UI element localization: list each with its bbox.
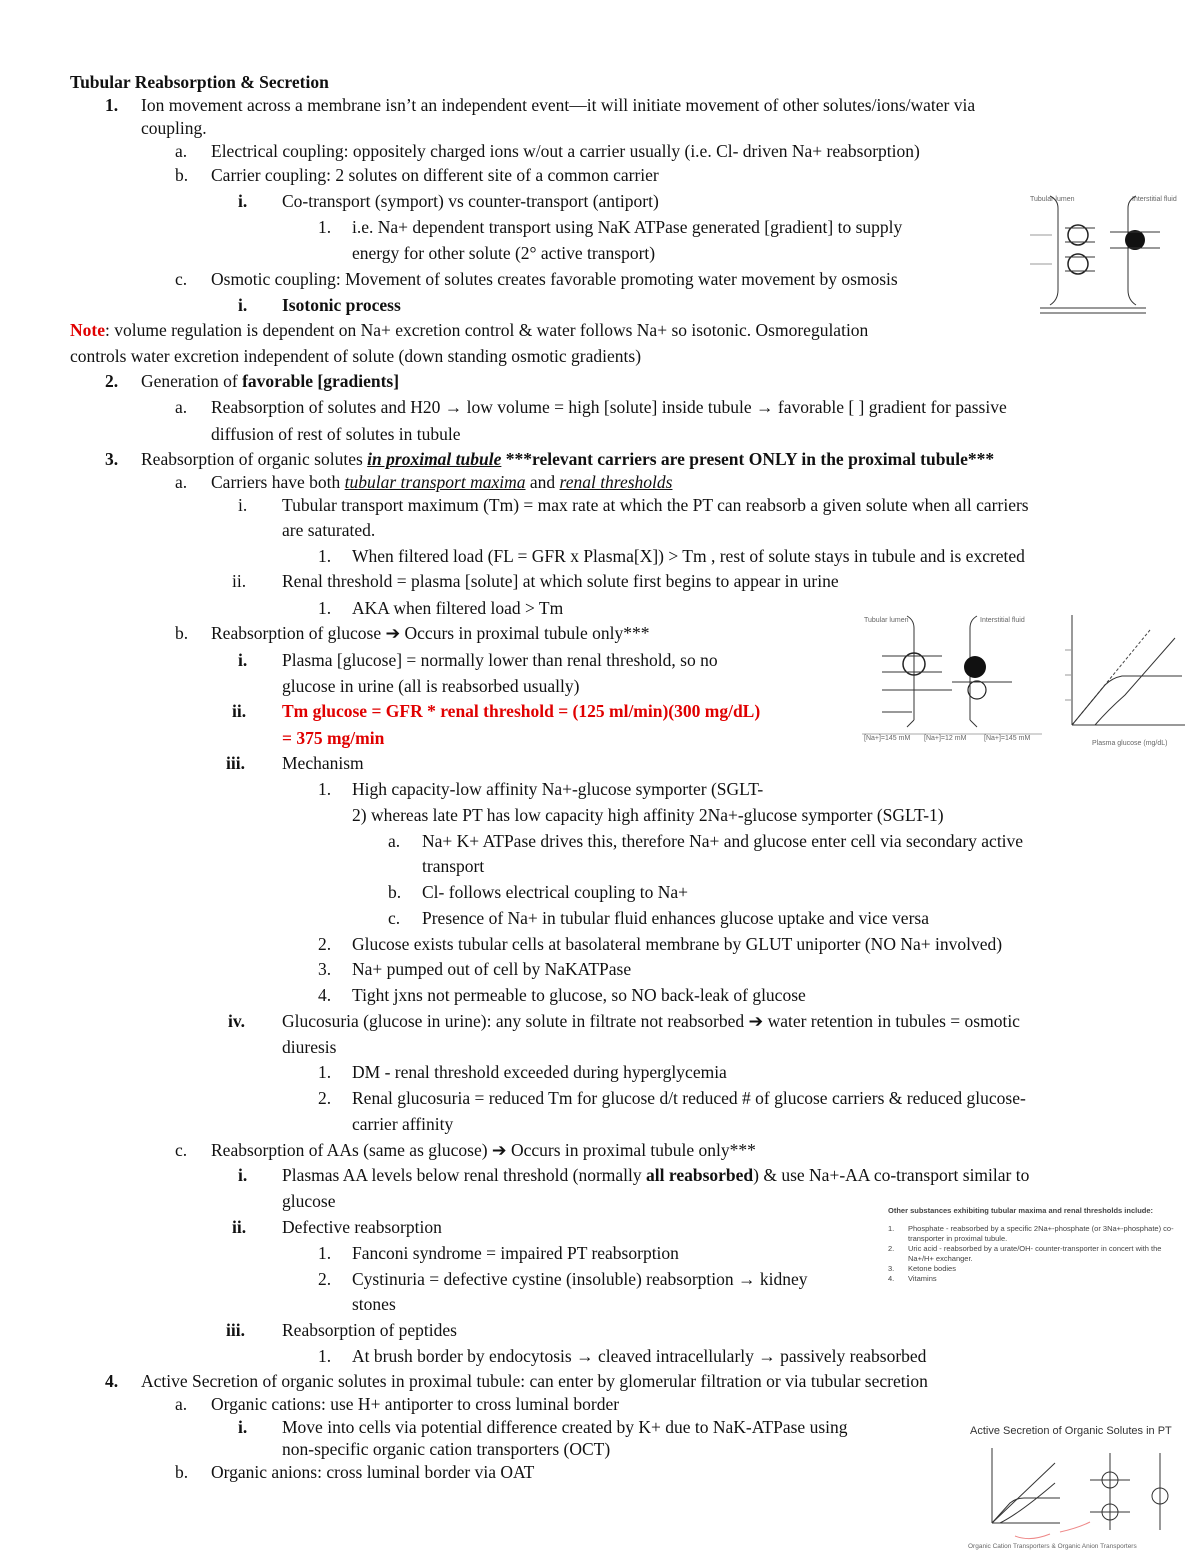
text-line: glucose [282, 1191, 336, 1211]
text-line: Organic anions: cross luminal border via OAT [211, 1462, 535, 1482]
fig2-lumen-na: [Na+]=145 mM [864, 735, 911, 742]
text-line: Reabsorption of glucose ➔ Occurs in proximal tubule only*** [211, 623, 650, 643]
list-marker: 3. [318, 959, 332, 979]
text-line: energy for other solute (2° active transport) [352, 243, 656, 263]
list-marker: c. [388, 908, 401, 928]
list-item: 4. Vitamins [888, 1274, 937, 1283]
list-number: 4. [105, 1371, 119, 1391]
list-marker: 1. [318, 1243, 332, 1263]
box-title: Other substances exhibiting tubular maxima and renal thresholds include: [888, 1206, 1154, 1215]
text-line: High capacity-low affinity Na+-glucose symporter (SGLT- [352, 779, 764, 799]
text-line: Isotonic process [282, 295, 401, 315]
text-line: Renal threshold = plasma [solute] at which solute first begins to appear in urine [282, 571, 839, 591]
text-line: Move into cells via potential difference created by K+ due to NaK-ATPase using [282, 1417, 848, 1437]
text-line: are saturated. [282, 520, 376, 540]
text-line: Fanconi syndrome = impaired PT reabsorption [352, 1243, 679, 1263]
text-line: Reabsorption of peptides [282, 1320, 457, 1340]
carrier-coupling-diagram [1010, 190, 1180, 315]
text-line: i.e. Na+ dependent transport using NaK ATPase generated [gradient] to supply [352, 217, 903, 237]
list-marker: i. [238, 1417, 248, 1437]
other-substances-box [888, 1206, 1198, 1284]
text-line: Reabsorption of organic solutes in proximal tubule ***relevant carriers are present ONLY in the proximal tubule*** [141, 449, 995, 469]
fig2-lumen-label: Tubular lumen [864, 617, 909, 624]
list-marker: i. [238, 1165, 248, 1185]
list-marker: a. [175, 397, 188, 417]
list-marker: c. [175, 269, 188, 289]
list-marker: a. [175, 472, 188, 492]
list-marker: a. [175, 141, 188, 161]
text-line: Mechanism [282, 753, 364, 773]
list-marker: ii. [232, 701, 247, 721]
list-marker: b. [175, 623, 189, 643]
list-marker: ii. [232, 571, 247, 591]
list-marker: 4. [318, 985, 332, 1005]
text-line: = 375 mg/min [282, 728, 385, 748]
text-line: transport [422, 856, 485, 876]
text-line: AKA when filtered load > Tm [352, 598, 564, 618]
list-marker: iii. [226, 753, 245, 773]
text-line: Electrical coupling: oppositely charged ions w/out a carrier usually (i.e. Cl- driven Na+ reabsorption) [211, 141, 920, 161]
text-line: Na+ pumped out of cell by NaKATPase [352, 959, 632, 979]
list-item: 3. Ketone bodies [888, 1264, 956, 1273]
fig1-lumen-label: Tubular lumen [1030, 196, 1075, 203]
note-line [70, 319, 868, 341]
chart-xlabel: Plasma glucose (mg/dL) [1092, 740, 1168, 747]
text-line: Glucosuria (glucose in urine): any solute in filtrate not reabsorbed ➔ water retention in tubules = osmotic [282, 1011, 1020, 1031]
list-marker: i. [238, 191, 248, 211]
active-secretion-figure [960, 1418, 1190, 1553]
list-marker: b. [175, 165, 189, 185]
list-marker: 1. [318, 217, 332, 237]
list-marker: b. [175, 1462, 189, 1482]
text-line: diffusion of rest of solutes in tubule [211, 424, 461, 444]
list-marker: i. [238, 650, 248, 670]
text-line: Renal glucosuria = reduced Tm for glucose d/t reduced # of glucose carriers & reduced glucose- [352, 1088, 1026, 1108]
text-line: Active Secretion of organic solutes in proximal tubule: can enter by glomerular filtration or via tubular secretion [141, 1371, 928, 1391]
list-marker: 1. [318, 779, 332, 799]
text-line: controls water excretion independent of solute (down standing osmotic gradients) [70, 346, 642, 366]
glucose-titration-chart [1050, 610, 1190, 750]
text-line: Reabsorption of solutes and H20 → low volume = high [solute] inside tubule → favorable [ ] gradient for passive [211, 397, 1007, 417]
list-item: 1. Phosphate - reabsorbed by a specific 2Na+-phosphate (or 3Na+-phosphate) co-transporter in proximal tubule. [888, 1224, 1174, 1243]
text-line: Na+ K+ ATPase drives this, therefore Na+ and glucose enter cell via secondary active [422, 831, 1024, 851]
text-line: DM - renal threshold exceeded during hyperglycemia [352, 1062, 727, 1082]
fig4-title: Active Secretion of Organic Solutes in PT [970, 1425, 1172, 1437]
fig4-caption: Organic Cation Transporters & Organic Anion Transporters [968, 1543, 1137, 1550]
list-number: 1. [105, 95, 119, 115]
list-number: 3. [105, 449, 119, 469]
list-marker: 2. [318, 1088, 332, 1108]
list-marker: 1. [318, 1346, 332, 1366]
text-line: Tight jxns not permeable to glucose, so NO back-leak of glucose [352, 985, 806, 1005]
text-line: non-specific organic cation transporters (OCT) [282, 1439, 611, 1459]
fig2-interstitial-label: Interstitial fluid [980, 617, 1025, 624]
text-line: Reabsorption of AAs (same as glucose) ➔ Occurs in proximal tubule only*** [211, 1140, 756, 1160]
list-marker: c. [175, 1140, 188, 1160]
text-line: Osmotic coupling: Movement of solutes creates favorable promoting water movement by osmosis [211, 269, 898, 289]
list-item: 2. Uric acid - reabsorbed by a urate/OH- counter-transporter in concert with the Na+/H+ exchanger. [888, 1244, 1162, 1263]
text-line: Defective reabsorption [282, 1217, 442, 1237]
list-marker: a. [175, 1394, 188, 1414]
list-marker: iii. [226, 1320, 245, 1340]
text-line: stones [352, 1294, 396, 1314]
text-line: carrier affinity [352, 1114, 454, 1134]
page-title: Tubular Reabsorption & Secretion [70, 72, 329, 92]
text-line: 2) whereas late PT has low capacity high affinity 2Na+-glucose symporter (SGLT-1) [352, 805, 944, 825]
glucose-transport-diagram [862, 612, 1042, 744]
text-line: glucose in urine (all is reabsorbed usually) [282, 676, 580, 696]
note-text: : volume regulation is dependent on Na+ excretion control & water follows Na+ so isotonic. Osmoregulation [104, 320, 869, 340]
text-line: Cystinuria = defective cystine (insoluble) reabsorption → kidney [352, 1269, 808, 1289]
text-line: Cl- follows electrical coupling to Na+ [422, 882, 688, 902]
text-line: coupling. [141, 118, 207, 138]
list-marker: 2. [318, 1269, 332, 1289]
list-marker: 1. [318, 546, 332, 566]
text-line: Carrier coupling: 2 solutes on different site of a common carrier [211, 165, 659, 185]
text-line: Tubular transport maximum (Tm) = max rate at which the PT can reabsorb a given solute when all carriers [282, 495, 1029, 515]
list-marker: 1. [318, 1062, 332, 1082]
text-line: Generation of favorable [gradients] [141, 371, 400, 391]
text-line: diuresis [282, 1037, 337, 1057]
text-line: At brush border by endocytosis → cleaved intracellularly → passively reabsorbed [352, 1346, 927, 1366]
text-line: Plasma [glucose] = normally lower than renal threshold, so no [282, 650, 718, 670]
list-marker: iv. [228, 1011, 246, 1031]
text-line: Co-transport (symport) vs counter-transport (antiport) [282, 191, 659, 211]
list-marker: a. [388, 831, 401, 851]
list-marker: i. [238, 495, 248, 515]
text-line: Presence of Na+ in tubular fluid enhances glucose uptake and vice versa [422, 908, 929, 928]
list-marker: b. [388, 882, 402, 902]
text-line: Organic cations: use H+ antiporter to cross luminal border [211, 1394, 620, 1414]
text-line: Tm glucose = GFR * renal threshold = (125 ml/min)(300 mg/dL) [282, 701, 761, 721]
list-marker: i. [238, 295, 248, 315]
text-line: Carriers have both tubular transport maxima and renal thresholds [211, 472, 673, 492]
fig2-interstitial-na: [Na+]=145 mM [984, 735, 1031, 742]
text-line: When filtered load (FL = GFR x Plasma[X]) > Tm , rest of solute stays in tubule and is excreted [352, 546, 1025, 566]
note-label: Note [70, 320, 105, 340]
text-line: Plasmas AA levels below renal threshold (normally all reabsorbed) & use Na+-AA co-transport similar to [282, 1165, 1030, 1185]
text-line: Glucose exists tubular cells at basolateral membrane by GLUT uniporter (NO Na+ involved) [352, 934, 1003, 954]
fig2-cell-na: [Na+]=12 mM [924, 735, 967, 742]
text-line: Ion movement across a membrane isn’t an independent event—it will initiate movement of other solutes/ions/water via [141, 95, 976, 115]
list-number: 2. [105, 371, 119, 391]
list-marker: ii. [232, 1217, 247, 1237]
list-marker: 2. [318, 934, 332, 954]
fig1-interstitial-label: Interstitial fluid [1132, 196, 1177, 203]
list-marker: 1. [318, 598, 332, 618]
